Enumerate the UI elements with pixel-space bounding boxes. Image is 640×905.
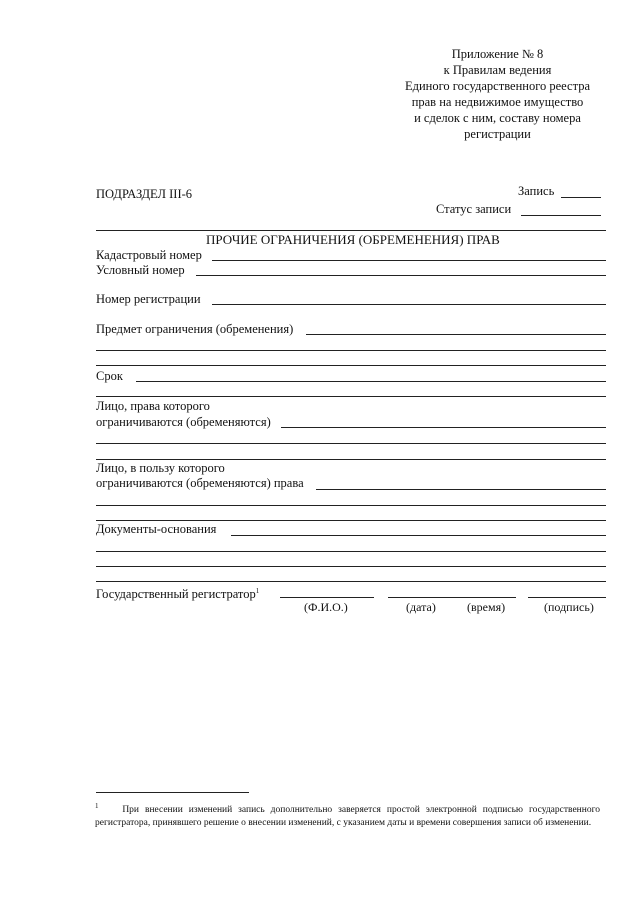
top-rule [96,230,606,231]
appendix-line: Приложение № 8 [451,47,544,61]
cadastral-field-line[interactable] [212,260,606,261]
fio-line[interactable] [280,597,374,598]
footnote-mark: 1 [95,802,99,810]
footnote-text: При внесении изменений запись дополнительно заверяется простой электронной подписью государственного регистратора, принявшего решение о внесении изменений, с указанием даты и времени совершения записи об изменении. [95,805,600,829]
conditional-label: Условный номер [96,263,185,277]
term-field-line[interactable] [136,381,606,382]
appendix-line: регистрации [464,127,531,141]
footnote [95,800,600,830]
record-field-line[interactable] [561,197,601,198]
beneficiary-field-line[interactable] [316,489,606,490]
sign-line[interactable] [528,597,606,598]
subject-field-line-2[interactable] [96,350,606,351]
sign-caption: (подпись) [544,600,594,614]
beneficiary-field-line-3[interactable] [96,520,606,521]
registration-label: Номер регистрации [96,292,201,306]
time-caption: (время) [467,600,506,614]
appendix-line: прав на недвижимое имущество [411,95,584,109]
registrar-label [96,584,259,601]
appendix-line: Единого государственного реестра [404,79,591,93]
record-label: Запись [518,184,555,198]
beneficiary-label-1: Лицо, в пользу которого [96,461,225,475]
appendix-block [375,46,620,142]
footnote-separator [96,792,249,793]
registrar-text: Государственный регистратор [96,587,256,602]
documents-field-line-3[interactable] [96,566,606,567]
status-label: Статус записи [436,202,512,216]
fio-caption: (Ф.И.О.) [304,600,348,614]
date-caption: (дата) [406,600,436,614]
documents-label: Документы-основания [96,522,217,536]
date-time-line[interactable] [388,597,516,598]
term-field-line-2[interactable] [96,396,606,397]
person-restricted-field-line-3[interactable] [96,459,606,460]
appendix-line: и сделок с ним, составу номера [414,111,581,125]
subject-field-line[interactable] [306,334,606,335]
person-restricted-label-2: ограничиваются (обременяются) [96,415,271,429]
status-field-line[interactable] [521,215,601,216]
documents-field-line[interactable] [231,535,606,536]
registration-field-line[interactable] [212,304,606,305]
person-restricted-label-1: Лицо, права которого [96,399,210,413]
conditional-field-line[interactable] [196,275,606,276]
subsection-label: ПОДРАЗДЕЛ III-6 [96,187,193,201]
documents-field-line-2[interactable] [96,551,606,552]
appendix-line: к Правилам ведения [443,63,552,77]
documents-field-line-4[interactable] [96,581,606,582]
cadastral-label: Кадастровый номер [96,248,202,262]
beneficiary-field-line-2[interactable] [96,505,606,506]
beneficiary-label-2: ограничиваются (обременяются) права [96,476,304,490]
subject-field-line-3[interactable] [96,365,606,366]
person-restricted-field-line[interactable] [281,427,606,428]
subject-label: Предмет ограничения (обременения) [96,322,294,336]
footnote-ref: 1 [255,587,260,595]
term-label: Срок [96,369,123,383]
section-title: ПРОЧИЕ ОГРАНИЧЕНИЯ (ОБРЕМЕНЕНИЯ) ПРАВ [206,232,500,247]
person-restricted-field-line-2[interactable] [96,443,606,444]
